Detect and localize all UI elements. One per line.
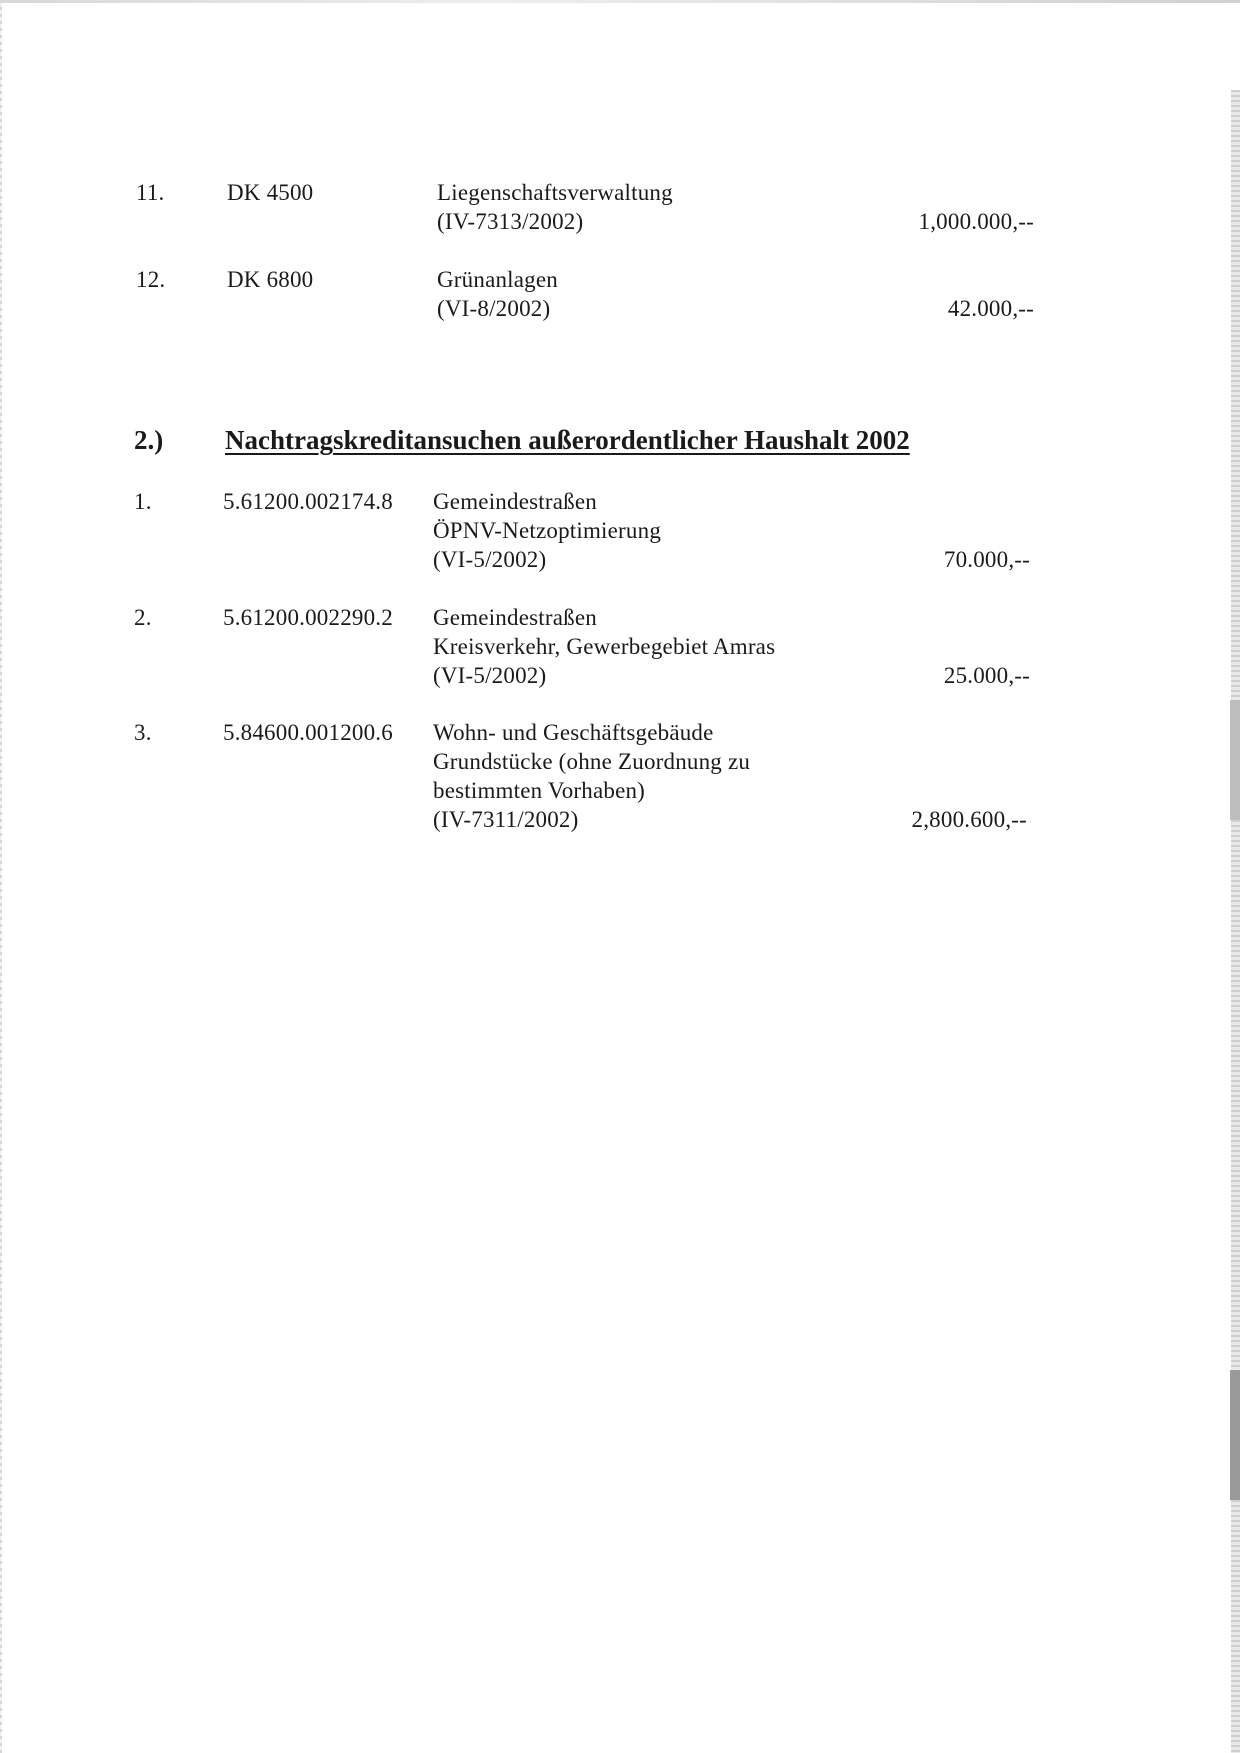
- item-description: [437, 178, 673, 236]
- scan-edge-right: [1231, 90, 1240, 1753]
- section-title: Nachtragskreditansuchen außerordentlicher Haushalt 2002: [225, 425, 910, 455]
- list-item: [0, 265, 1240, 325]
- item-number: 1.: [134, 489, 152, 514]
- description-line: (IV-7311/2002): [433, 807, 579, 832]
- description-line: Gemeindestraßen: [433, 489, 597, 514]
- item-number: 3.: [134, 720, 152, 745]
- item-amount: 1,000.000,--: [918, 209, 1034, 234]
- description-line: Grundstücke (ohne Zuordnung zu: [433, 749, 751, 774]
- list-item: [0, 178, 1240, 238]
- description-line: (VI-5/2002): [433, 663, 547, 688]
- scan-edge-left: [0, 0, 2, 1753]
- description-line: ÖPNV-Netzoptimierung: [433, 518, 662, 543]
- item-amount: 70.000,--: [943, 547, 1030, 572]
- item-amount: 42.000,--: [947, 296, 1034, 321]
- item-description: [437, 265, 558, 323]
- description-line: (VI-5/2002): [433, 547, 547, 572]
- scan-edge-top: [0, 0, 1240, 3]
- list-item: [0, 603, 1240, 693]
- description-line: (VI-8/2002): [437, 296, 551, 321]
- item-amount: 25.000,--: [943, 663, 1030, 688]
- item-description: [433, 603, 775, 690]
- list-item: [0, 487, 1240, 577]
- item-code: DK 6800: [227, 267, 314, 292]
- item-code: 5.61200.002290.2: [223, 605, 393, 630]
- description-line: Kreisverkehr, Gewerbegebiet Amras: [433, 634, 776, 659]
- item-number: 2.: [134, 605, 152, 630]
- description-line: Grünanlagen: [437, 267, 558, 292]
- item-amount: 2,800.600,--: [911, 807, 1027, 832]
- item-number: 12.: [136, 267, 166, 292]
- scan-edge-right-shadow: [1230, 1370, 1240, 1500]
- item-code: 5.84600.001200.6: [223, 720, 393, 745]
- description-line: (IV-7313/2002): [437, 209, 584, 234]
- item-number: 11.: [136, 180, 165, 205]
- item-code: 5.61200.002174.8: [223, 489, 393, 514]
- description-line: Liegenschaftsverwaltung: [437, 180, 673, 205]
- description-line: Wohn- und Geschäftsgebäude: [433, 720, 714, 745]
- description-line: bestimmten Vorhaben): [433, 778, 646, 803]
- item-description: [433, 487, 661, 574]
- list-item: [0, 718, 1240, 838]
- section-number: 2.): [134, 425, 164, 455]
- item-code: DK 4500: [227, 180, 314, 205]
- item-description: [433, 718, 750, 834]
- description-line: Gemeindestraßen: [433, 605, 597, 630]
